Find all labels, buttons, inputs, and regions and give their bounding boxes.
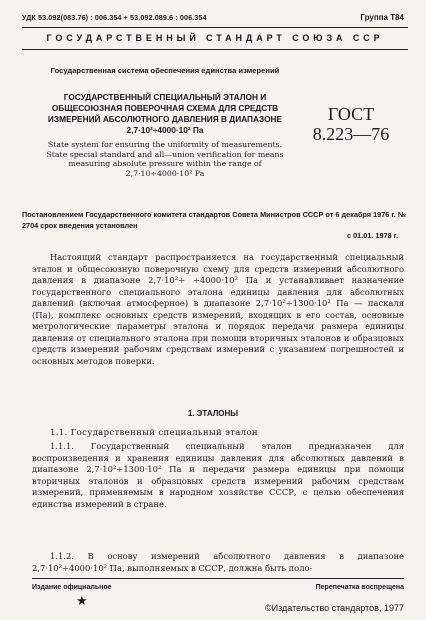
official-edition-label: Издание официальное [32, 584, 112, 591]
gost-number: 8.223—76 [312, 124, 390, 144]
effective-date: с 01.01. 1978 г. [347, 231, 398, 240]
english-title: State system for ensuring the uniformity of measurements. State special standard and all—union verification for means measuring absolute pressure within the range of 2,7·10÷4000·10² Pa [46, 140, 284, 178]
paragraph-1-1-2: 1.1.2. В основу измерений абсолютного давления в диапазоне 2,7·10²÷4000·10² Па, выполняемых в СССР, должна быть поло- [32, 551, 404, 573]
top-rule [22, 27, 408, 28]
star-icon: ★ [76, 594, 88, 609]
group-code: Группа Т84 [360, 13, 404, 22]
udk-code: УДК 53.092(083.76) : 006.354 + 53.092.089.6 : 006.354 [22, 13, 207, 22]
top-rule-2 [22, 49, 408, 50]
standard-banner: ГОСУДАРСТВЕННЫЙ СТАНДАРТ СОЮЗА ССР [46, 33, 384, 43]
section-title: 1. ЭТАЛОНЫ [187, 409, 239, 418]
russian-title: ГОСУДАРСТВЕННЫЙ СПЕЦИАЛЬНЫЙ ЭТАЛОН И ОБЩЕСОЮЗНАЯ ПОВЕРОЧНАЯ СХЕМА ДЛЯ СРЕДСТВ ИЗМЕРЕНИЙ АБСОЛЮТНОГО ДАВЛЕНИЯ В ДИАПАЗОНЕ 2,7·10²÷4000·10² Па [47, 92, 283, 135]
copyright-line: ©Издательство стандартов, 1977 [265, 603, 404, 613]
system-title: Государственная система обеспечения единства измерений [50, 66, 280, 75]
gost-label: ГОСТ [327, 104, 375, 124]
intro-paragraph: Настоящий стандарт распространяется на государственный специальный эталон и общесоюзную поверочную схему для средств измерений абсолютного давления в диапазоне 2,7·10²÷ ÷4000·10² Па и устанавливает назначение государственного специального эталона единицы давления для абсолютных давлений (включая атмосферное) в диапазоне 2,7·10²÷1300·10² Па — паскаля (Па), комплекс основных средств измерений, входящих в его состав, основные метрологические параметры эталона и порядок передачи размера единицы давления от специального эталона при помощи вторичных эталонов и образцовых средств измерений рабочим средствам измерений с указанием погрешностей и основных методов поверки. [32, 252, 404, 366]
decree-text: Постановлением Государственного комитета стандартов Совета Министров СССР от 6 декабря 1976 г. № 2704 срок введения установлен [22, 210, 406, 230]
bottom-rule [32, 578, 404, 579]
subsection-title: 1.1. Государственный специальный эталон [50, 428, 258, 438]
paragraph-1-1-1: 1.1.1. Государственный специальный эталон предназначен для воспроизведения и хранения единицы давления для абсолютных давлений в диапазоне 2,7·10²÷1300·10² Па и передачи размера единицы при помощи вторичных эталонов и образцовых средств измерений рабочим средствам измерений, применяемым в народном хозяйстве СССР, с целью обеспечения единства измерений в стране. [32, 441, 404, 509]
reprint-notice: Перепечатка воспрещена [315, 584, 404, 591]
gost-designation [306, 104, 396, 144]
